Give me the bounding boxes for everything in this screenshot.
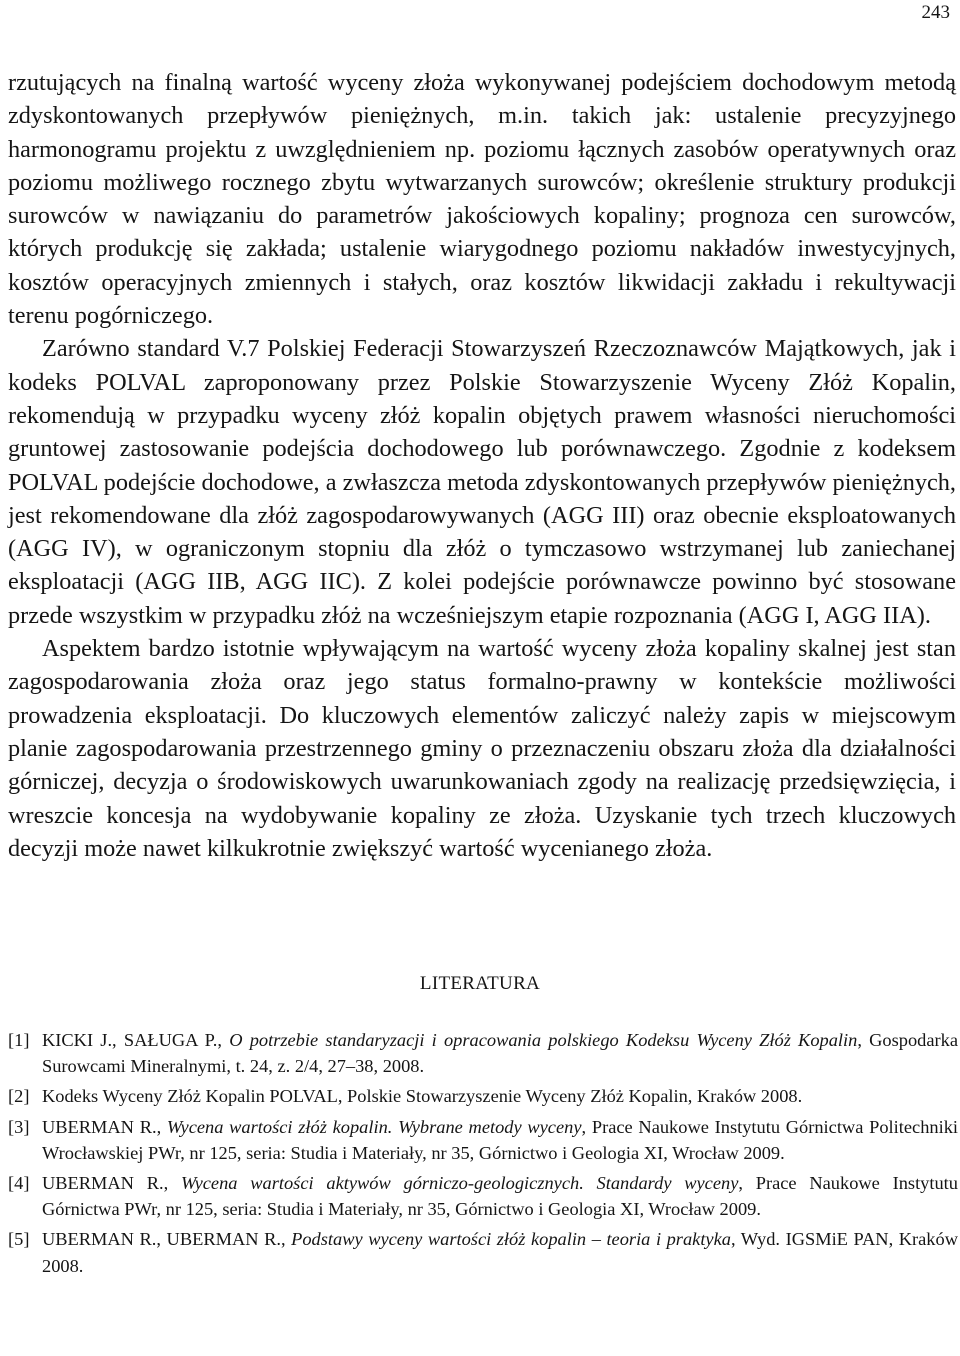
reference-number: [3]	[8, 1116, 30, 1137]
reference-item	[8, 1027, 958, 1079]
reference-list	[8, 1027, 958, 1283]
reference-item	[8, 1226, 958, 1278]
paragraph-3: Aspektem bardzo istotnie wpływającym na wartość wyceny złoża kopaliny skalnej jest stan zagospodarowania złoża oraz jego status formalno-prawny w kontekście możliwości prowadzenia eksploatacji. Do kluczowych elementów zaliczyć należy zapis w miejscowym planie zagospodarowania przestrzennego gminy o przeznaczeniu obszaru złoża dla działalności górniczej, decyzja o środowiskowych uwarunkowaniach zgody na realizację przedsięwzięcia, i wreszcie koncesja na wydobywanie kopaliny ze złoża. Uzyskanie tych trzech kluczowych decyzji może nawet kilkukrotnie zwiększyć wartość wycenianego złoża.	[8, 635, 956, 862]
reference-authors: UBERMAN R., UBERMAN R.,	[42, 1229, 292, 1250]
reference-number: [2]	[8, 1086, 30, 1107]
reference-authors: UBERMAN R.,	[42, 1116, 167, 1137]
reference-title: O potrzebie standaryzacji i opracowania polskiego Kodeksu Wyceny Złóż Kopalin	[229, 1030, 858, 1050]
reference-authors: KICKI J., SAŁUGA P.,	[42, 1030, 230, 1050]
reference-title: Wycena wartości aktywów górniczo-geologicznych. Standardy wyceny	[180, 1173, 739, 1194]
reference-details: , Gospodarka Surowcami Mineralnymi, t. 24, z. 2/4, 27–38, 2008.	[42, 1030, 958, 1077]
literature-heading: LITERATURA	[419, 973, 541, 994]
reference-number: [4]	[8, 1173, 30, 1194]
paragraph-2: Zarówno standard V.7 Polskiej Federacji Stowarzyszeń Rzeczoznawców Majątkowych, jak i kodeks POLVAL zaproponowany przez Polskie Stowarzyszenie Wyceny Złóż Kopalin, rekomendują w przypadku wyceny złóż kopalin objętych prawem własności nieruchomości gruntowej zastosowanie podejścia dochodowego lub porównawczego. Zgodnie z kodeksem POLVAL podejście dochodowe, a zwłaszcza metoda zdyskontowanych przepływów pieniężnych, jest rekomendowane dla złóż zagospodarowywanych (AGG III) oraz obecnie eksploatowanych (AGG IV), w ograniczonym stopniu dla złóż o tymczasowo wstrzymanej lub zaniechanej eksploatacji (AGG IIB, AGG IIC). Z kolei podejście porównawcze powinno być stosowane przede wszystkim w przypadku złóż na wcześniejszym etapie rozpoznania (AGG I, AGG IIA).	[8, 335, 956, 629]
reference-title: Podstawy wyceny wartości złóż kopalin – teoria i praktyka	[291, 1229, 731, 1250]
reference-authors: UBERMAN R.,	[42, 1173, 181, 1194]
reference-authors: Kodeks Wyceny Złóż Kopalin POLVAL, Polskie Stowarzyszenie Wyceny Złóż Kopalin, Kraków 2008.	[42, 1086, 803, 1107]
body-text	[8, 66, 956, 865]
reference-details: , Wyd. IGSMiE PAN, Kraków 2008.	[42, 1229, 958, 1276]
reference-item	[8, 1114, 958, 1166]
reference-title: Wycena wartości złóż kopalin. Wybrane metody wyceny	[166, 1116, 582, 1137]
page-number: 243	[921, 2, 950, 23]
reference-details: , Prace Naukowe Instytutu Górnictwa PWr, nr 125, seria: Studia i Materiały, nr 35, Górnictwo i Geologia XI, Wrocław 2009.	[42, 1173, 958, 1220]
reference-details: , Prace Naukowe Instytutu Górnictwa Politechniki Wrocławskiej PWr, nr 125, seria: Studia i Materiały, nr 35, Górnictwo i Geologia XI, Wrocław 2009.	[42, 1116, 958, 1163]
reference-number: [1]	[8, 1030, 30, 1050]
reference-number: [5]	[8, 1229, 30, 1250]
reference-item	[8, 1083, 958, 1109]
reference-item	[8, 1170, 958, 1222]
paragraph-1: rzutujących na finalną wartość wyceny złoża wykonywanej podejściem dochodowym metodą zdyskontowanych przepływów pieniężnych, m.in. takich jak: ustalenie precyzyjnego harmonogramu projektu z uwzględnieniem np. poziomu łącznych zasobów operatywnych oraz poziomu możliwego rocznego zbytu wytwarzanych surowców; określenie struktury produkcji surowców w nawiązaniu do parametrów jakościowych kopaliny; prognoza cen surowców, których produkcję się zakłada; ustalenie wiarygodnego poziomu nakładów inwestycyjnych, kosztów operacyjnych zmiennych i stałych, oraz kosztów likwidacji zakładu i rekultywacji terenu pogórniczego.	[8, 69, 956, 330]
